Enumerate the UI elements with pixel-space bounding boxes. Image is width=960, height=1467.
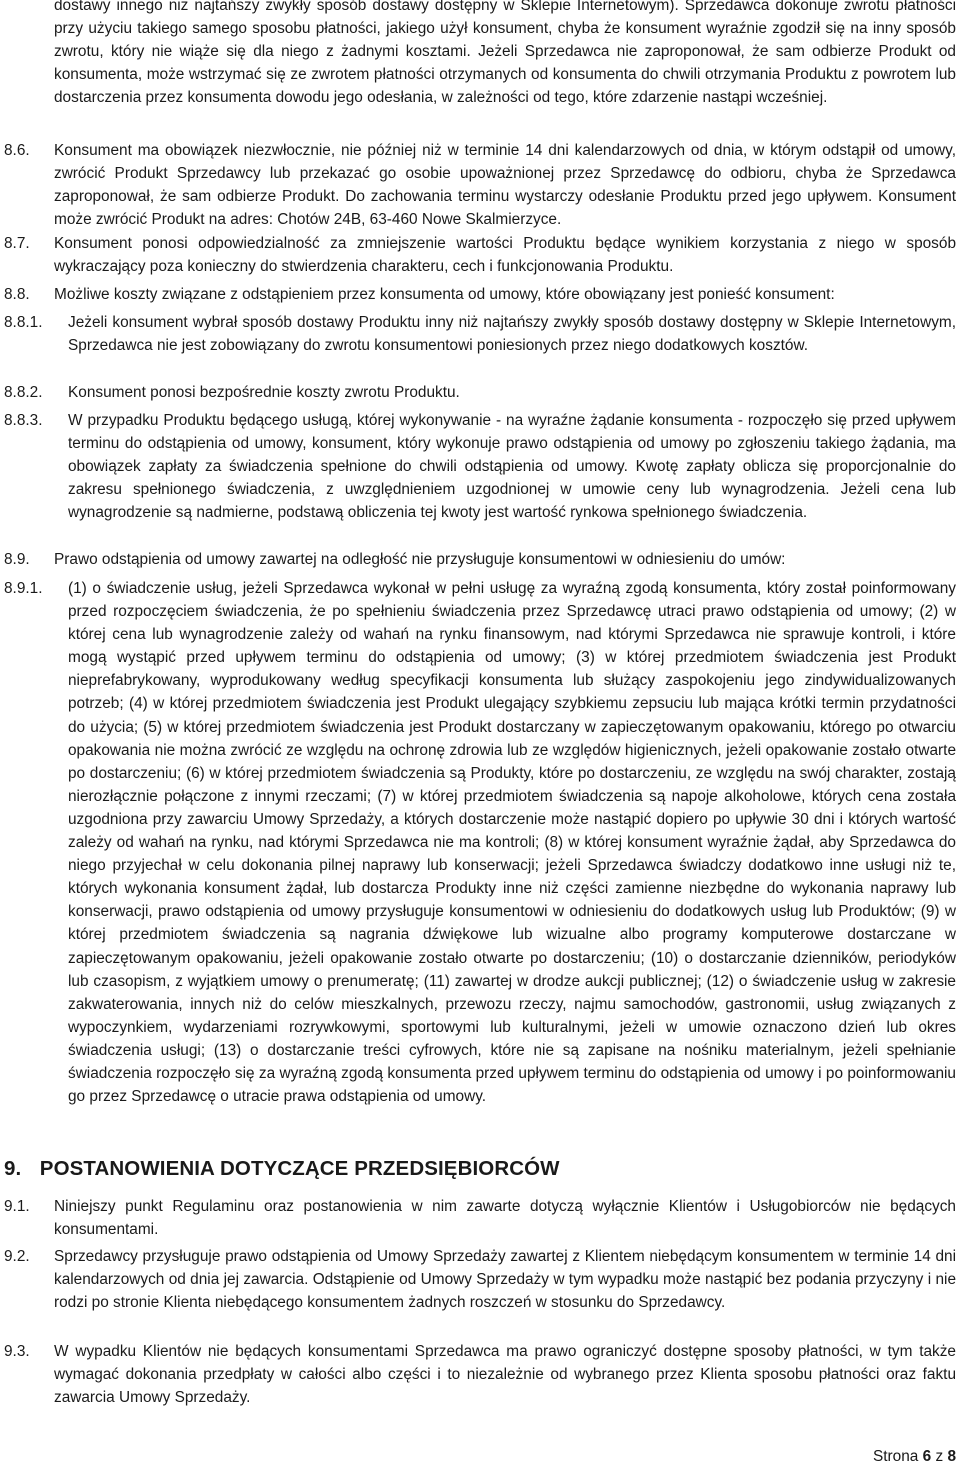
section-number: 8.6. — [4, 142, 30, 159]
section-text: Możliwe koszty związane z odstąpieniem przez konsumenta od umowy, które obowiązany jest ponieść konsument: — [54, 286, 835, 303]
section-9-2 — [4, 1245, 956, 1314]
section-8-8-3 — [4, 409, 956, 524]
section-text: Jeżeli konsument wybrał sposób dostawy Produktu inny niż najtańszy zwykły sposób dostawy dostępny w Sklepie Internetowym, Sprzedawca nie jest zobowiązany do zwrotu konsumentowi poniesionych przez niego dodatkowych kosztów. — [68, 314, 956, 355]
page-number-footer — [873, 1447, 956, 1467]
section-text: W przypadku Produktu będącego usługą, której wykonywanie - na wyraźne żądanie konsumenta - rozpoczęło się przed upływem terminu do odstąpienia od umowy, konsument, który wykonuje prawo odstąpienia od umowy po zgłoszeniu takiego żądania, ma obowiązek zapłaty za świadczenia spełnione do chwili odstąpienia od umowy. Kwotę zapłaty oblicza się proporcjonalnie do zakresu spełnionego świadczenia, z uwzględnieniem uzgodnionej w umowie ceny lub wynagrodzenia. Jeżeli cena lub wynagrodzenie są nadmierne, podstawą obliczenia tej kwoty jest wartość rynkowa spełnionego świadczenia. — [68, 412, 956, 522]
section-number: 9.1. — [4, 1198, 30, 1215]
paragraph-text: dostawy innego niż najtańszy zwykły sposób dostawy dostępny w Sklepie Internetowym). Sprzedawca dokonuje zwrotu płatności przy użyciu takiego samego sposobu płatności, jakiego użył konsument, chyba że konsument wyraźnie zgodził się na inny sposób zwrotu, który nie wiąże się dla niego z żadnymi kosztami. Jeżeli Sprzedawca nie zaproponował, że sam odbierze Produkt od konsumenta, może wstrzymać się ze zwrotem płatności otrzymanych od konsumenta do chwili otrzymania Produktu z powrotem lub dostarczenia przez konsumenta dowodu jego odesłania, w zależności od tego, które zdarzenie nastąpi wcześniej. — [54, 0, 956, 107]
section-9-3 — [4, 1340, 956, 1409]
section-text: Prawo odstąpienia od umowy zawartej na odległość nie przysługuje konsumentowi w odniesieniu do umów: — [54, 551, 786, 568]
section-8-6 — [4, 139, 956, 231]
section-text: W wypadku Klientów nie będących konsumentami Sprzedawca ma prawo ograniczyć dostępne sposoby płatności, w tym także wymagać dokonania przedpłaty w całości albo części i to niezależnie od wybranego przez Klienta sposobu płatności oraz faktu zawarcia Umowy Sprzedaży. — [54, 1343, 956, 1407]
section-8-9 — [4, 548, 956, 571]
section-text: Konsument ma obowiązek niezwłocznie, nie później niż w terminie 14 dni kalendarzowych od dnia, w którym odstąpił od umowy, zwrócić Produkt Sprzedawcy lub przekazać go osobie upoważnionej przez Sprzedawcę do odbioru, chyba że Sprzedawca zaproponował, że sam odbierze Produkt. Do zachowania terminu wystarczy odesłanie Produktu przed jego upływem. Konsument może zwrócić Produkt na adres: Chotów 24B, 63-460 Nowe Skalmierzyce. — [54, 142, 956, 229]
intro-paragraph — [54, 0, 956, 109]
section-8-9-1 — [4, 577, 956, 1108]
section-number: 8.9.1. — [4, 580, 43, 597]
total-pages: 8 — [947, 1448, 956, 1465]
section-text: Konsument ponosi odpowiedzialność za zmniejszenie wartości Produktu będące wynikiem korzystania z niego w sposób wykraczający poza konieczny do stwierdzenia charakteru, cech i funkcjonowania Produktu. — [54, 235, 956, 276]
section-number: 9.3. — [4, 1343, 30, 1360]
section-number: 8.9. — [4, 551, 30, 568]
section-8-7 — [4, 232, 956, 278]
page-separator: z — [935, 1448, 944, 1465]
section-number: 8.8.2. — [4, 384, 43, 401]
page-label: Strona — [872, 1448, 919, 1465]
section-9-1 — [4, 1195, 956, 1241]
section-8-8-1 — [4, 311, 956, 357]
section-8-8 — [4, 283, 956, 306]
current-page: 6 — [922, 1448, 932, 1465]
section-number: 8.7. — [4, 235, 30, 252]
section-number: 8.8.1. — [4, 314, 43, 331]
section-heading — [4, 1155, 904, 1183]
section-text: Sprzedawcy przysługuje prawo odstąpienia od Umowy Sprzedaży zawartej z Klientem niebędącym konsumentem w terminie 14 dni kalendarzowych od dnia jej zawarcia. Odstąpienie od Umowy Sprzedaży w tym wypadku może nastąpić bez podania przyczyny i nie rodzi po stronie Klienta niebędącego konsumentem żadnych roszczeń w stosunku do Sprzedawcy. — [54, 1248, 956, 1312]
section-text: Niniejszy punkt Regulaminu oraz postanowienia w nim zawarte dotyczą wyłącznie Klientów i Usługobiorców nie będących konsumentami. — [54, 1198, 956, 1239]
section-8-8-2 — [4, 381, 956, 404]
section-number: 8.8.3. — [4, 412, 43, 429]
section-text: (1) o świadczenie usług, jeżeli Sprzedawca wykonał w pełni usługę za wyraźną zgodą konsumenta, który został poinformowany przed rozpoczęciem świadczenia, że po spełnieniu świadczenia przez Sprzedawcę utraci prawo odstąpienia od umowy; (2) w której cena lub wynagrodzenie zależy od wahań na rynku finansowym, nad którymi Sprzedawca nie sprawuje kontroli, i które mogą wystąpić przed upływem terminu do odstąpienia od umowy; (3) w której przedmiotem świadczenia jest Produkt nieprefabrykowany, wyprodukowany według specyfikacji konsumenta lub służący zaspokojeniu jego zindywidualizowanych potrzeb; (4) w której przedmiotem świadczenia jest Produkt ulegający szybkiemu zepsuciu lub mająca krótki termin przydatności do użycia; (5) w której przedmiotem świadczenia jest Produkt dostarczany w zapieczętowanym opakowaniu, którego po otwarciu opakowania nie można zwrócić ze względu na ochronę zdrowia lub ze względów higienicznych, jeżeli opakowanie zostało otwarte po dostarczeniu; (6) w której przedmiotem świadczenia są Produkty, które po dostarczeniu, ze względu na swój charakter, zostają nierozłącznie połączone z innymi rzeczami; (7) w której przedmiotem świadczenia są napoje alkoholowe, których cena została uzgodniona przy zawarciu Umowy Sprzedaży, a których dostarczenie może nastąpić dopiero po upływie 30 dni i których wartość zależy od wahań na rynku, nad którymi Sprzedawca nie ma kontroli; (8) w której konsument wyraźnie żądał, aby Sprzedawca do niego przyjechał w celu dokonania pilnej naprawy lub konserwacji; jeżeli Sprzedawca świadczy dodatkowo inne usługi niż te, których wykonania konsument żądał, lub dostarcza Produkty inne niż części zamienne niezbędne do wykonania naprawy lub konserwacji, prawo odstąpienia od umowy przysługuje konsumentowi w odniesieniu do dodatkowych usług lub Produktów; (9) w której przedmiotem świadczenia są nagrania dźwiękowe lub wizualne albo programy komputerowe dostarczane w zapieczętowanym opakowaniu, jeżeli opakowanie zostało otwarte po dostarczeniu; (10) o dostarczanie dzienników, periodyków lub czasopism, z wyjątkiem umowy o prenumeratę; (11) zawartej w drodze aukcji publicznej; (12) o świadczenie usług w zakresie zakwaterowania, innych niż do celów mieszkalnych, przewozu rzeczy, najmu samochodów, gastronomii, usług związanych z wypoczynkiem, wydarzeniami rozrywkowymi, sportowymi lub kulturalnymi, jeżeli w umowie oznaczono dzień lub okres świadczenia usługi; (13) o dostarczanie treści cyfrowych, które nie są zapisane na nośniku materialnym, jeżeli spełnianie świadczenia rozpoczęło się za wyraźną zgodą konsumenta przed upływem terminu do odstąpienia od umowy i po poinformowaniu go przez Sprzedawcę o utracie prawa odstąpienia od umowy. — [68, 580, 956, 1106]
heading-number: 9. — [4, 1157, 22, 1180]
heading-title: POSTANOWIENIA DOTYCZĄCE PRZEDSIĘBIORCÓW — [39, 1157, 560, 1180]
section-text: Konsument ponosi bezpośrednie koszty zwrotu Produktu. — [68, 384, 460, 401]
section-number: 9.2. — [4, 1248, 30, 1265]
section-number: 8.8. — [4, 286, 30, 303]
